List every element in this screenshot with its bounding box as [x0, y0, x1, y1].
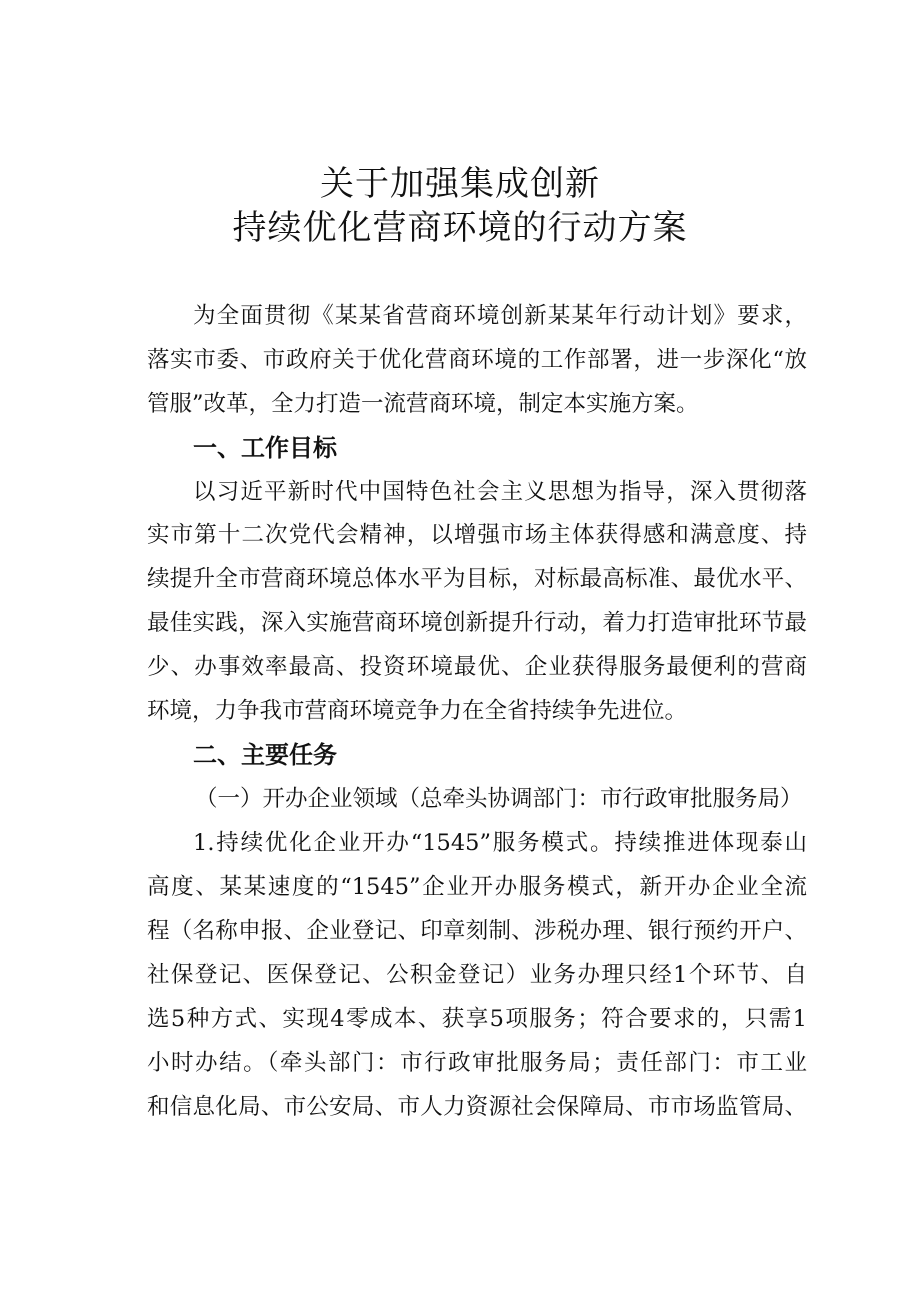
goals-line-4: 最佳实践，深入实施营商环境创新提升行动，着力打造审批环节最 [147, 610, 807, 636]
item1-line-1: 1.持续优化企业开办“1545”服务模式。持续推进体现泰山 [193, 830, 807, 856]
subsection-heading-business-startup: （一）开办企业领域（总牵头协调部门：市行政审批服务局） [195, 786, 803, 812]
intro-line-1: 为全面贯彻《某某省营商环境创新某某年行动计划》要求， [193, 303, 807, 329]
goals-line-6: 环境，力争我市营商环境竞争力在全省持续争先进位。 [147, 698, 688, 724]
item1-line-4: 社保登记、医保登记、公积金登记）业务办理只经1个环节、自 [147, 962, 807, 988]
item1-line-3: 程（名称申报、企业登记、印章刻制、涉税办理、银行预约开户、 [147, 918, 807, 944]
section-heading-goals: 一、工作目标 [193, 434, 337, 462]
intro-line-3: 管服”改革，全力打造一流营商环境，制定本实施方案。 [147, 391, 699, 417]
document-title-line-2: 持续优化营商环境的行动方案 [232, 208, 688, 248]
goals-line-1: 以习近平新时代中国特色社会主义思想为指导，深入贯彻落 [193, 479, 807, 505]
goals-line-2: 实市第十二次党代会精神，以增强市场主体获得感和满意度、持 [147, 522, 807, 548]
intro-line-2: 落实市委、市政府关于优化营商环境的工作部署，进一步深化“放 [147, 347, 807, 373]
item1-line-2: 高度、某某速度的“1545”企业开办服务模式，新开办企业全流 [147, 874, 807, 900]
document-title-line-1: 关于加强集成创新 [320, 164, 600, 204]
goals-line-5: 少、办事效率最高、投资环境最优、企业获得服务最便利的营商 [147, 654, 807, 680]
item1-line-7: 和信息化局、市公安局、市人力资源社会保障局、市市场监管局、 [147, 1094, 807, 1120]
item1-line-6: 小时办结。（牵头部门：市行政审批服务局；责任部门：市工业 [147, 1050, 807, 1076]
goals-line-3: 续提升全市营商环境总体水平为目标，对标最高标准、最优水平、 [147, 566, 807, 592]
item1-line-5: 选5种方式、实现4零成本、获享5项服务；符合要求的，只需1 [147, 1006, 807, 1032]
section-heading-tasks: 二、主要任务 [193, 741, 337, 769]
